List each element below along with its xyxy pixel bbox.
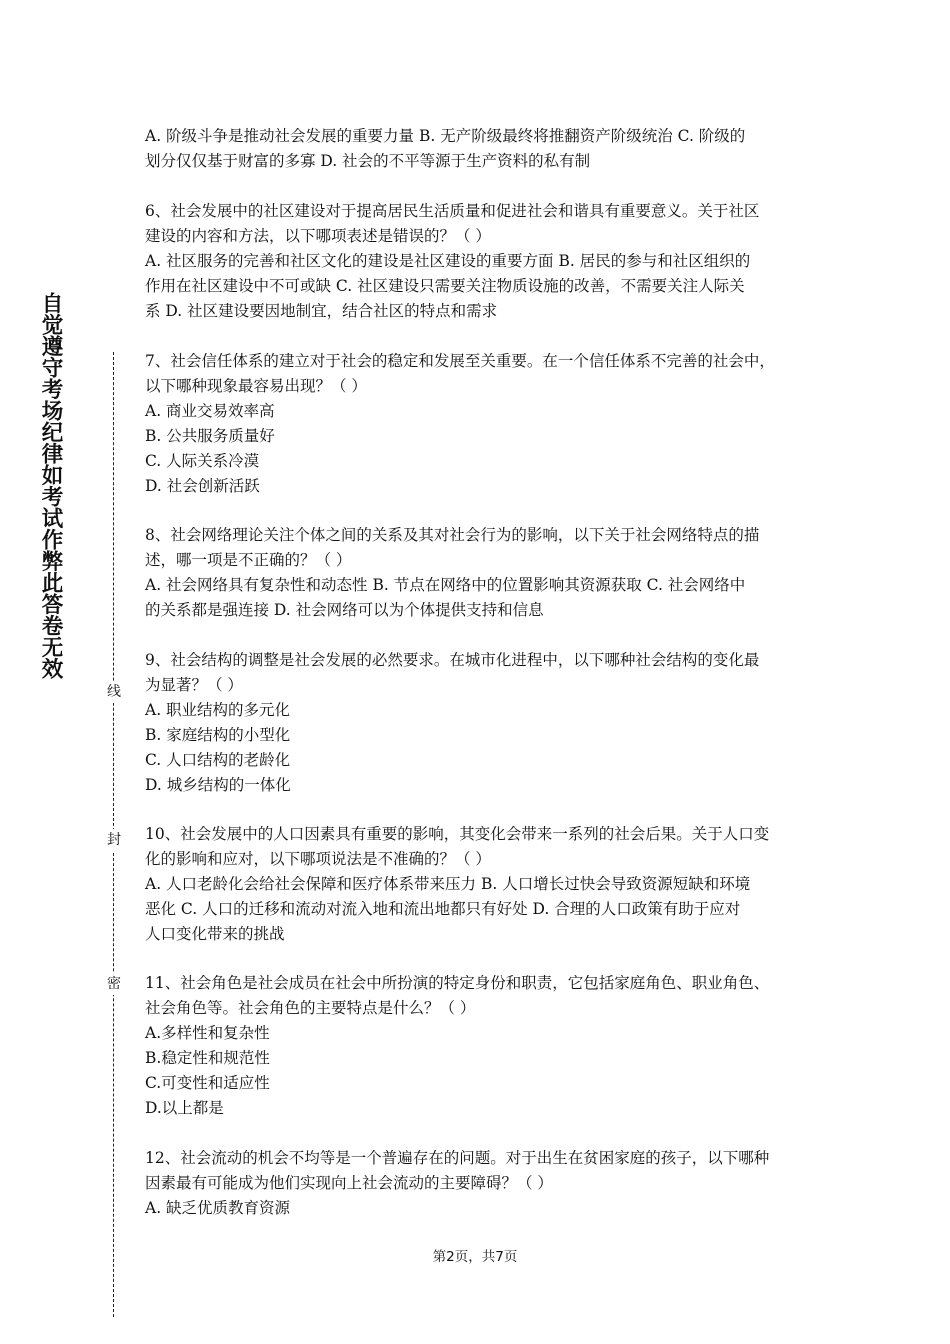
binding-label-seal: 封 xyxy=(104,829,124,851)
q9-stem: 9、社会结构的调整是社会发展的必然要求。在城市化进程中，以下哪种社会结构的变化最 xyxy=(145,651,760,669)
q11-stem: 社会角色等。社会角色的主要特点是什么？（ ） xyxy=(145,999,476,1017)
q9-option-a: A. 职业结构的多元化 xyxy=(145,701,291,719)
q7-stem: 以下哪种现象最容易出现？（ ） xyxy=(145,377,367,395)
q5-option-line: 划分仅仅基于财富的多寡 D. 社会的不平等源于生产资料的私有制 xyxy=(145,152,591,170)
q6-option-line: 系 D. 社区建设要因地制宜，结合社区的特点和需求 xyxy=(145,302,498,320)
q10-option-line: A. 人口老龄化会给社会保障和医疗体系带来压力 B. 人口增长过快会导致资源短缺和环境 xyxy=(145,875,751,893)
q6-option-line: 作用在社区建设中不可或缺 C. 社区建设只需要关注物质设施的改善，不需要关注人际关 xyxy=(145,277,745,295)
q10-option-line: 人口变化带来的挑战 xyxy=(145,925,285,943)
q11-stem: 11、社会角色是社会成员在社会中所扮演的特定身份和职责，它包括家庭角色、职业角色、 xyxy=(145,974,770,992)
page-footer: 第2页，共7页 xyxy=(432,1249,518,1265)
q8-stem: 述，哪一项是不正确的？（ ） xyxy=(145,551,352,569)
q9-option-c: C. 人口结构的老龄化 xyxy=(145,751,291,769)
q9-option-b: B. 家庭结构的小型化 xyxy=(145,726,291,744)
q10-stem: 化的影响和应对，以下哪项说法是不准确的？（ ） xyxy=(145,850,491,868)
q8-option-line: 的关系都是强连接 D. 社会网络可以为个体提供支持和信息 xyxy=(145,601,544,619)
q9-option-d: D. 城乡结构的一体化 xyxy=(145,776,291,794)
q11-option-a: A.多样性和复杂性 xyxy=(145,1024,270,1042)
q7-option-b: B. 公共服务质量好 xyxy=(145,427,275,445)
q12-stem: 因素最有可能成为他们实现向上社会流动的主要障碍？（ ） xyxy=(145,1174,553,1192)
binding-label-secret: 密 xyxy=(104,973,124,995)
q6-option-line: A. 社区服务的完善和社区文化的建设是社区建设的重要方面 B. 居民的参与和社区组织的 xyxy=(145,252,751,270)
q7-option-a: A. 商业交易效率高 xyxy=(145,402,275,420)
q6-stem: 建设的内容和方法，以下哪项表述是错误的？（ ） xyxy=(145,227,491,245)
q5-option-line: A. 阶级斗争是推动社会发展的重要力量 B. 无产阶级最终将推翻资产阶级统治 C. 阶级的 xyxy=(145,127,746,145)
q12-option-a: A. 缺乏优质教育资源 xyxy=(145,1199,291,1217)
q12-stem: 12、社会流动的机会不均等是一个普遍存在的问题。对于出生在贫困家庭的孩子，以下哪种 xyxy=(145,1149,770,1167)
q11-option-b: B.稳定性和规范性 xyxy=(145,1049,270,1067)
q7-option-c: C. 人际关系冷漠 xyxy=(145,452,260,470)
q8-stem: 8、社会网络理论关注个体之间的关系及其对社会行为的影响，以下关于社会网络特点的描 xyxy=(145,526,760,544)
q6-stem: 6、社会发展中的社区建设对于提高居民生活质量和促进社会和谐具有重要意义。关于社区 xyxy=(145,202,760,220)
q7-stem: 7、社会信任体系的建立对于社会的稳定和发展至关重要。在一个信任体系不完善的社会中， xyxy=(145,352,775,370)
exam-notice: 自觉遵守考场纪律如考试作弊此答卷无效 xyxy=(38,292,63,679)
q7-option-d: D. 社会创新活跃 xyxy=(145,477,260,495)
q11-option-c: C.可变性和适应性 xyxy=(145,1074,270,1092)
q11-option-d: D.以上都是 xyxy=(145,1099,224,1117)
q10-option-line: 恶化 C. 人口的迁移和流动对流入地和流出地都只有好处 D. 合理的人口政策有助于应对 xyxy=(145,900,741,918)
q9-stem: 为显著？（ ） xyxy=(145,676,243,694)
q8-option-line: A. 社会网络具有复杂性和动态性 B. 节点在网络中的位置影响其资源获取 C. 社会网络中 xyxy=(145,576,746,594)
q10-stem: 10、社会发展中的人口因素具有重要的影响，其变化会带来一系列的社会后果。关于人口变 xyxy=(145,825,770,843)
binding-label-line: 线 xyxy=(104,681,124,703)
